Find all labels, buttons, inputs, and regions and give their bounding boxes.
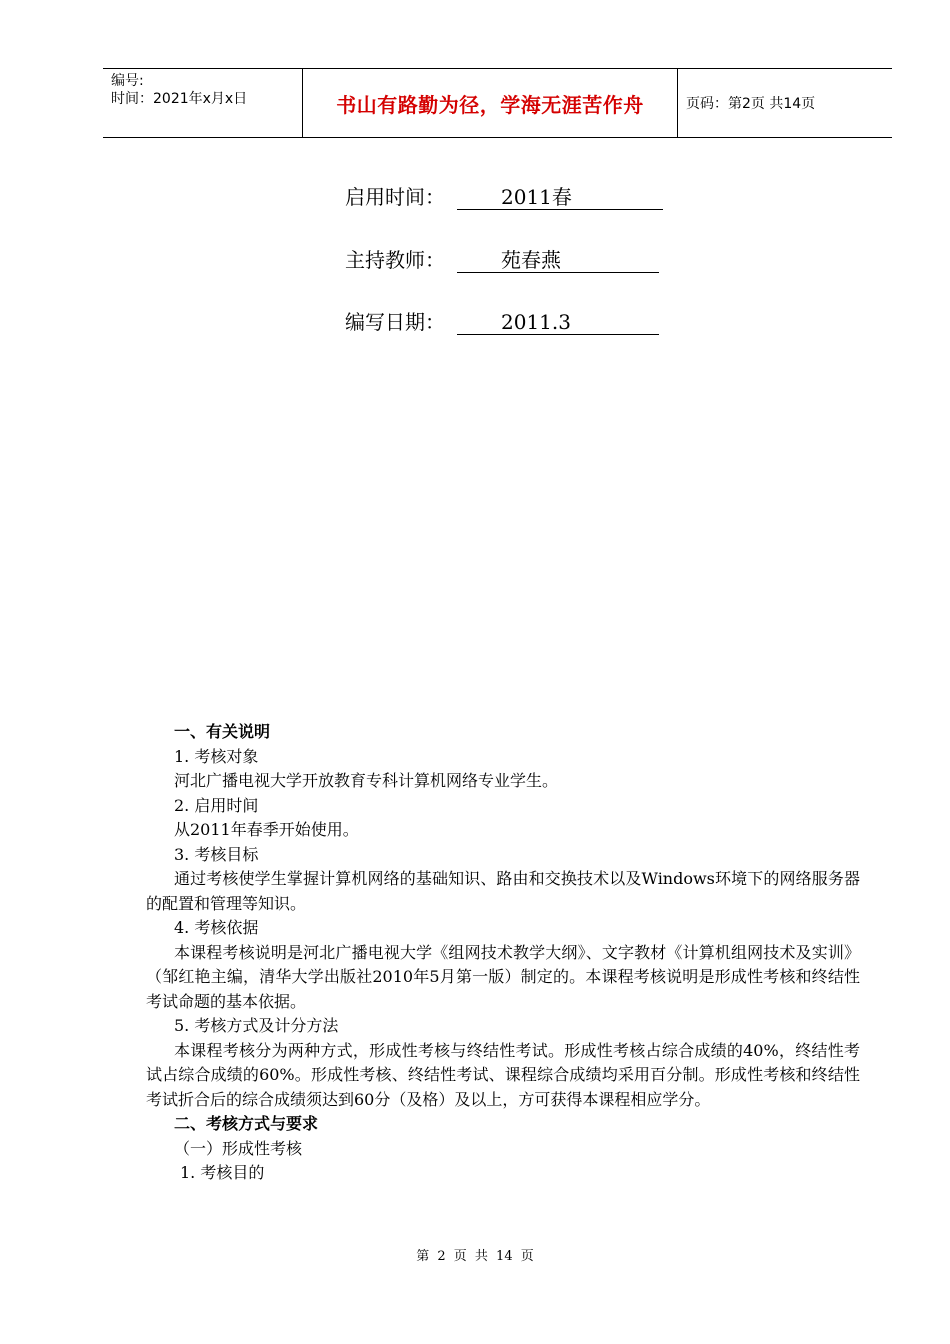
item-4-heading: 4. 考核依据 [174, 918, 259, 937]
start-time-label: 启用时间： [345, 185, 445, 209]
teacher-row [345, 244, 659, 273]
number-label: 编号: [111, 73, 144, 89]
item-2-heading: 2. 启用时间 [174, 795, 259, 815]
date-label: 编写日期： [345, 310, 445, 334]
header-page-cell [678, 69, 892, 137]
date-row [345, 306, 659, 335]
subsection-formative: （一）形成性考核 [174, 1138, 303, 1158]
item-5-heading: 5. 考核方式及计分方法 [174, 1016, 339, 1035]
time-label: 时间：2021年x月x日 [111, 91, 248, 107]
header-motto-cell [303, 69, 678, 137]
section-1-title: 一、有关说明 [174, 722, 271, 741]
page-header [103, 68, 892, 138]
page-label: 页码：第2页 共14页 [686, 96, 816, 112]
subitem-1-heading: 1. 考核目的 [180, 1163, 265, 1182]
motto: 书山有路勤为径，学海无涯苦作舟 [336, 92, 644, 117]
item-1-heading: 1. 考核对象 [174, 746, 259, 766]
page-footer: 第 2 页 共 14 页 [416, 1249, 534, 1264]
document-body [146, 720, 860, 1186]
item-3-text: 通过考核使学生掌握计算机网络的基础知识、路由和交换技术以及Windows环境下的网络服务器的配置和管理等知识。 [146, 869, 860, 913]
item-4-text: 本课程考核说明是河北广播电视大学《组网技术教学大纲》、文字教材《计算机组网技术及实训》（邹红艳主编，清华大学出版社2010年5月第一版）制定的。本课程考核说明是形成性考核和终结性考试命题的基本依据。 [146, 942, 860, 1011]
header-meta [103, 69, 303, 137]
section-2-title: 二、考核方式与要求 [174, 1114, 319, 1133]
item-5-text: 本课程考核分为两种方式，形成性考核与终结性考试。形成性考核占综合成绩的40%，终结性考试占综合成绩的60%。形成性考核、终结性考试、课程综合成绩均采用百分制。形成性考核和终结性考试折合后的综合成绩须达到60分（及格）及以上，方可获得本课程相应学分。 [146, 1040, 860, 1109]
date-value: 2011.3 [457, 310, 659, 335]
start-time-value: 2011春 [457, 185, 663, 210]
teacher-label: 主持教师： [345, 248, 445, 272]
item-1-text: 河北广播电视大学开放教育专科计算机网络专业学生。 [174, 771, 559, 790]
item-3-heading: 3. 考核目标 [174, 844, 259, 864]
start-time-row [345, 181, 663, 210]
item-2-text: 从2011年春季开始使用。 [174, 820, 359, 839]
teacher-value: 苑春燕 [457, 248, 659, 273]
